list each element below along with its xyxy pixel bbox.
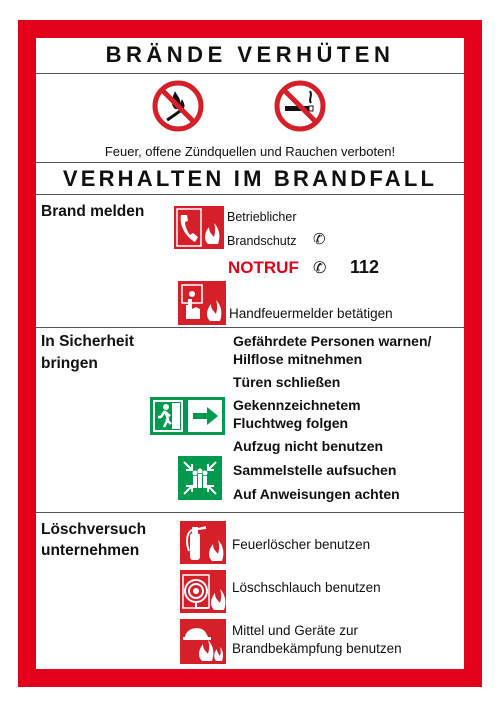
no-smoking-icon (273, 79, 327, 133)
fire-extinguisher-icon (180, 521, 226, 564)
alarm-text: Handfeuermelder betätigen (229, 306, 393, 321)
follow-escape-route-line1: Gekennzeichnetem (233, 397, 361, 413)
close-doors: Türen schließen (233, 374, 341, 390)
divider (36, 162, 464, 163)
use-extinguisher: Feuerlöscher benutzen (232, 537, 371, 552)
phone-handset-icon: ✆ (313, 231, 326, 248)
section-heading-report-fire: Brand melden (41, 203, 145, 220)
warn-persons-line2: Hilflose mitnehmen (233, 351, 363, 367)
assembly-point-icon (178, 456, 222, 500)
divider (36, 73, 464, 74)
section-heading-get-to-safety-line2: bringen (41, 355, 98, 372)
fire-telephone-icon (174, 206, 224, 249)
emergency-number: 112 (350, 257, 380, 277)
use-fire-hose: Löschschlauch benutzen (232, 580, 381, 595)
title-prevent-fires: BRÄNDE VERHÜTEN (105, 42, 395, 67)
firefighting-means-line1: Mittel und Geräte zur (232, 623, 359, 638)
emergency-exit-sign-icon (150, 397, 225, 435)
go-to-assembly-point: Sammelstelle aufsuchen (233, 462, 397, 478)
fire-hose-icon (180, 570, 226, 613)
no-elevator: Aufzug nicht benutzen (233, 438, 384, 454)
company-fire-service-line1: Betrieblicher (227, 210, 297, 224)
section-heading-get-to-safety-line1: In Sicherheit (41, 333, 135, 350)
divider (36, 327, 464, 328)
company-fire-service-line2: Brandschutz (227, 234, 297, 248)
firefighting-equipment-icon (180, 619, 226, 664)
title-behaviour-in-fire: VERHALTEN IM BRANDFALL (62, 166, 438, 191)
fire-alarm-button-icon (178, 281, 226, 325)
follow-instructions: Auf Anweisungen achten (233, 486, 400, 502)
follow-escape-route-line2: Fluchtweg folgen (233, 415, 349, 431)
section-heading-attempt-extinguish-line1: Löschversuch (41, 521, 147, 538)
divider (36, 512, 464, 513)
warn-persons-line1: Gefährdete Personen warnen/ (233, 333, 432, 349)
prohibition-text: Feuer, offene Zündquellen und Rauchen verboten! (104, 144, 396, 159)
section-heading-attempt-extinguish-line2: unternehmen (41, 542, 140, 559)
sign-panel (36, 38, 464, 669)
no-open-flame-icon (151, 79, 205, 133)
emergency-label: NOTRUF (228, 258, 299, 277)
phone-handset-icon: ✆ (313, 260, 327, 277)
firefighting-means-line2: Brandbekämpfung benutzen (232, 641, 402, 656)
divider (36, 194, 464, 195)
